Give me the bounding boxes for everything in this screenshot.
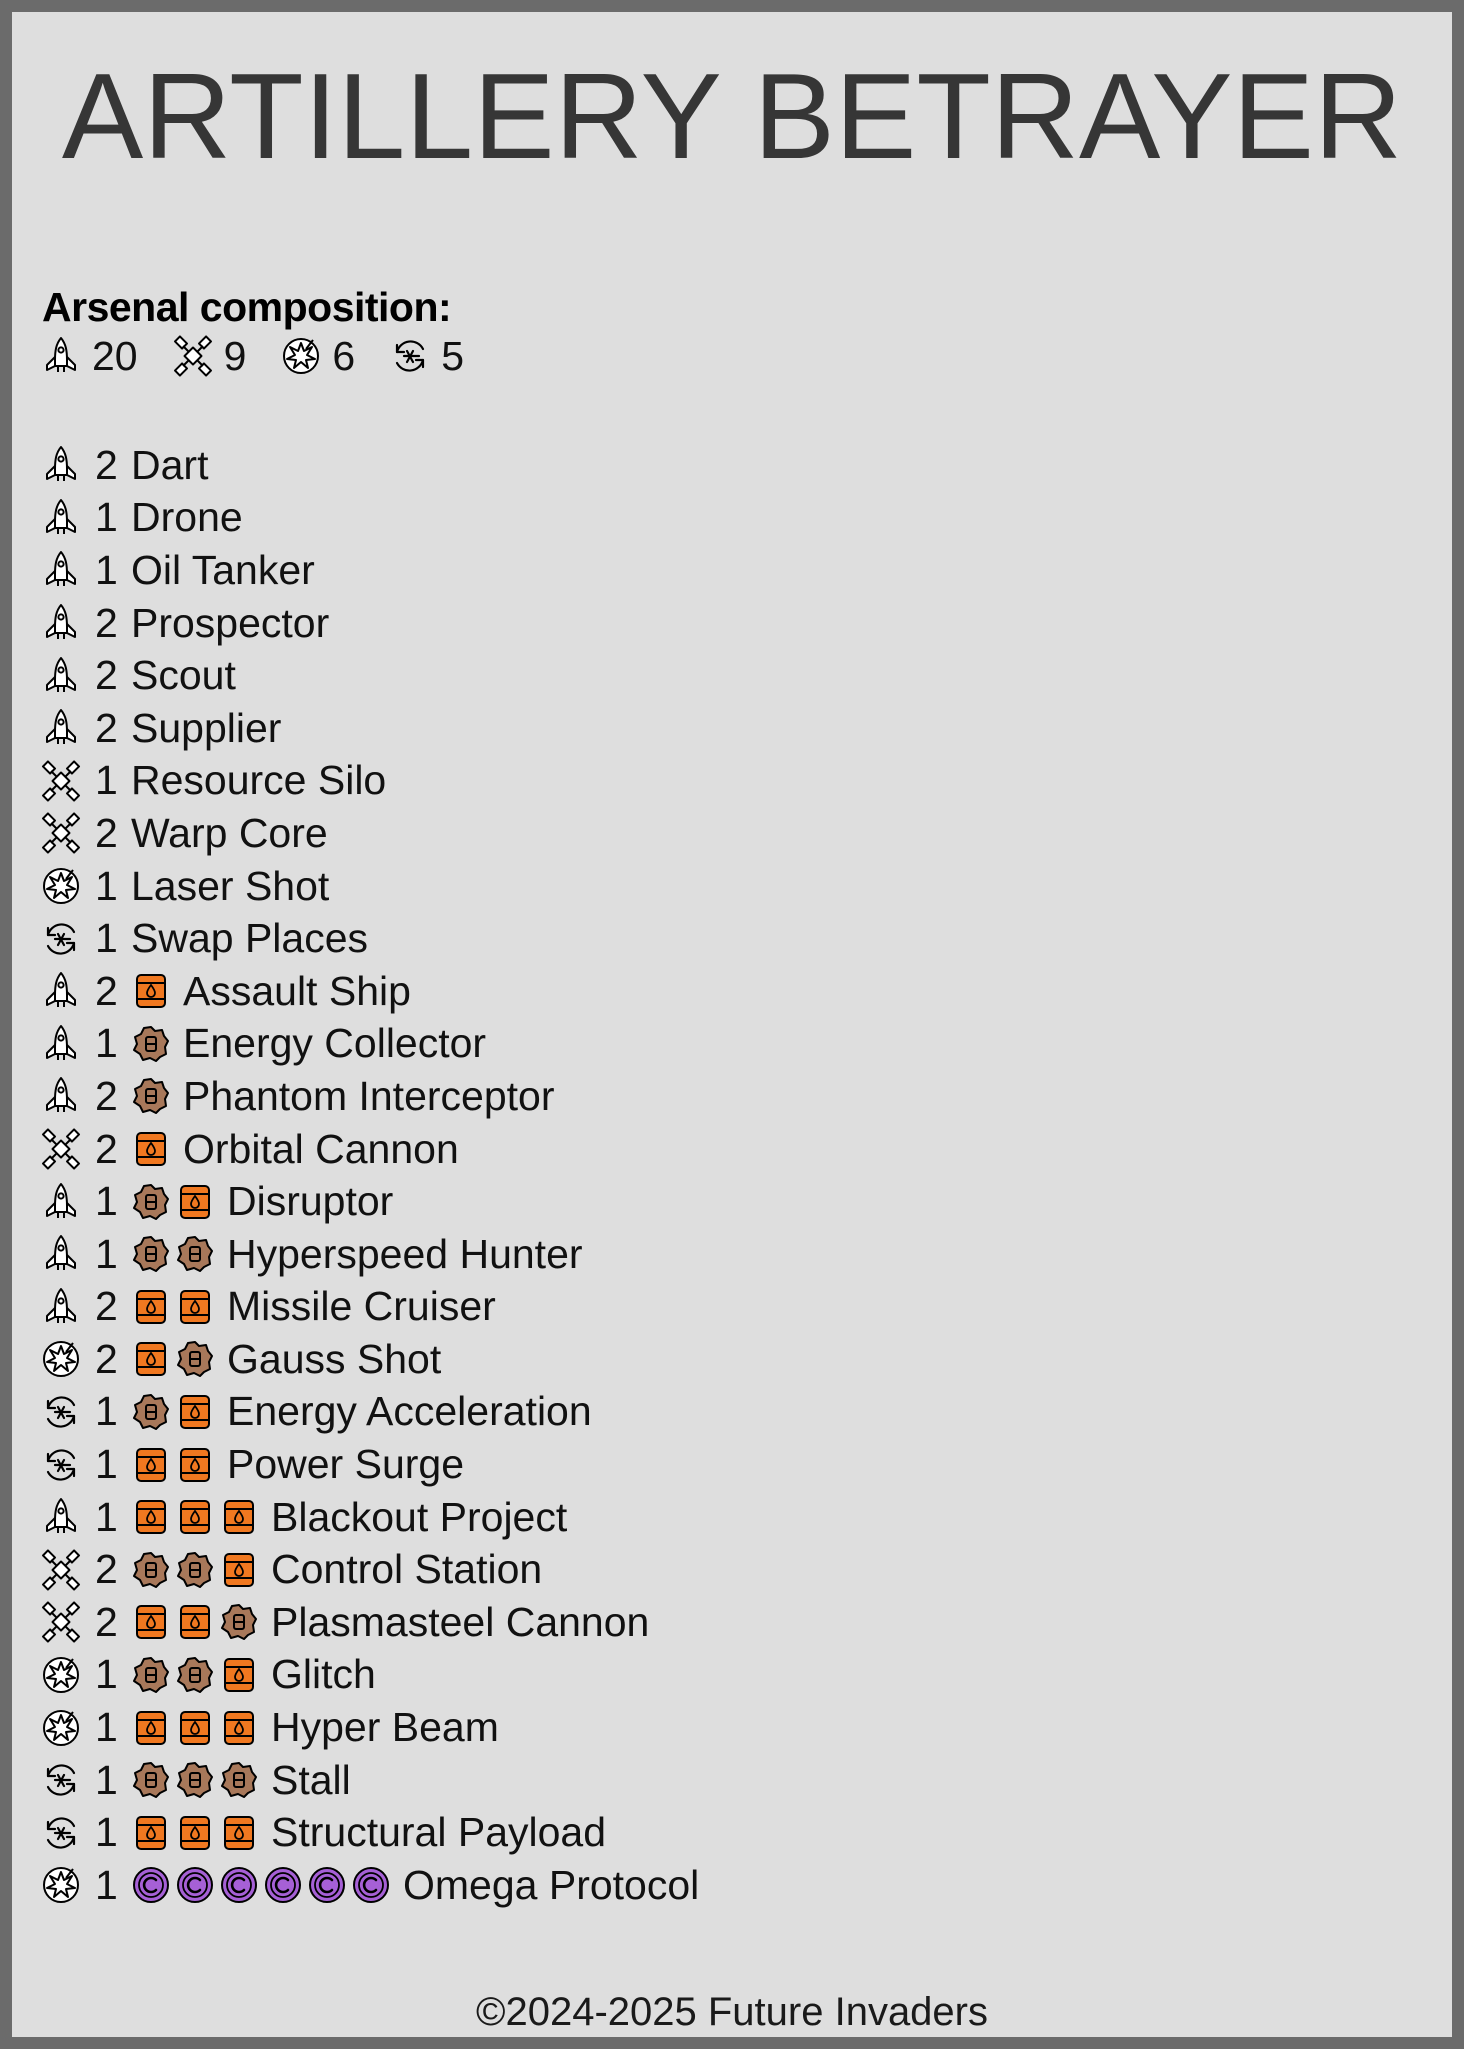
cycle-icon [40, 1759, 82, 1801]
ore-resource-icon [176, 1551, 214, 1589]
card-cost [132, 1340, 220, 1378]
card-row [40, 1175, 699, 1228]
card-cost [132, 1603, 264, 1641]
card-row [40, 1701, 699, 1754]
oil-resource-icon [220, 1656, 258, 1694]
card-cost [132, 1288, 220, 1326]
credit-resource-icon [308, 1866, 346, 1904]
rocket-icon [40, 1286, 82, 1328]
card-quantity: 1 [95, 1230, 118, 1277]
card-row [40, 1754, 699, 1807]
credit-resource-icon [264, 1866, 302, 1904]
card-row [40, 1333, 699, 1386]
card-cost [132, 1498, 264, 1536]
card-name: Dart [131, 441, 209, 488]
ore-resource-icon [176, 1235, 214, 1273]
rocket-icon [40, 1181, 82, 1223]
satellite-icon [40, 812, 82, 854]
ore-resource-icon [132, 1656, 170, 1694]
card-quantity: 1 [95, 862, 118, 909]
card-name: Energy Collector [183, 1020, 487, 1067]
oil-resource-icon [176, 1288, 214, 1326]
credit-resource-icon [352, 1866, 390, 1904]
card-quantity: 1 [95, 1809, 118, 1856]
ore-resource-icon [220, 1761, 258, 1799]
oil-resource-icon [176, 1498, 214, 1536]
card-name: Hyperspeed Hunter [227, 1230, 583, 1277]
card-row [40, 1123, 699, 1176]
card-name: Plasmasteel Cannon [271, 1598, 650, 1645]
composition-count: 6 [332, 332, 356, 379]
card-name: Control Station [271, 1546, 543, 1593]
rocket-icon [40, 1023, 82, 1065]
rocket-icon [40, 602, 82, 644]
oil-resource-icon [220, 1814, 258, 1852]
card-quantity: 1 [95, 1441, 118, 1488]
card-cost [132, 1235, 220, 1273]
card-row [40, 439, 699, 492]
oil-resource-icon [132, 1603, 170, 1641]
composition-count: 9 [223, 332, 247, 379]
ore-resource-icon [176, 1340, 214, 1378]
credit-resource-icon [176, 1866, 214, 1904]
card-quantity: 2 [95, 1335, 118, 1382]
card-row [40, 807, 699, 860]
rocket-icon [40, 549, 82, 591]
card-cost [132, 1446, 220, 1484]
oil-resource-icon [176, 1603, 214, 1641]
rocket-icon [40, 1496, 82, 1538]
card-row [40, 860, 699, 913]
card-cost [132, 972, 176, 1010]
card-cost [132, 1709, 264, 1747]
satellite-icon [40, 1549, 82, 1591]
blast-icon [280, 335, 322, 377]
card-quantity: 1 [95, 915, 118, 962]
rocket-icon [40, 1233, 82, 1275]
cycle-icon [40, 1812, 82, 1854]
rocket-icon [40, 1075, 82, 1117]
card-name: Missile Cruiser [227, 1283, 496, 1330]
rocket-icon [40, 335, 82, 377]
composition-heading: Arsenal composition: [42, 284, 452, 330]
card-row [40, 649, 699, 702]
card-name: Disruptor [227, 1178, 394, 1225]
card-quantity: 2 [95, 1072, 118, 1119]
card-quantity: 2 [95, 599, 118, 646]
oil-resource-icon [220, 1498, 258, 1536]
composition-satellite [172, 333, 247, 380]
card-cost [132, 1183, 220, 1221]
card-name: Oil Tanker [131, 546, 315, 593]
credit-resource-icon [220, 1866, 258, 1904]
composition-summary [40, 330, 498, 382]
oil-resource-icon [132, 1814, 170, 1852]
card-row [40, 965, 699, 1018]
card-name: Orbital Cannon [183, 1125, 459, 1172]
card-quantity: 1 [95, 1651, 118, 1698]
ore-resource-icon [132, 1077, 170, 1115]
oil-resource-icon [132, 972, 170, 1010]
card-name: Assault Ship [183, 967, 411, 1014]
rocket-icon [40, 970, 82, 1012]
card-quantity: 2 [95, 1546, 118, 1593]
card-name: Scout [131, 652, 236, 699]
card-name: Supplier [131, 704, 282, 751]
card-name: Stall [271, 1756, 351, 1803]
card-row [40, 544, 699, 597]
oil-resource-icon [176, 1814, 214, 1852]
card-name: Laser Shot [131, 862, 330, 909]
card-name: Hyper Beam [271, 1704, 499, 1751]
card-row [40, 1281, 699, 1334]
card-name: Blackout Project [271, 1493, 568, 1540]
card-quantity: 2 [95, 441, 118, 488]
oil-resource-icon [220, 1551, 258, 1589]
card-row [40, 912, 699, 965]
card-quantity: 2 [95, 652, 118, 699]
card-cost [132, 1761, 264, 1799]
blast-icon [40, 1338, 82, 1380]
card-cost [132, 1025, 176, 1063]
card-name: Glitch [271, 1651, 376, 1698]
card-row [40, 1070, 699, 1123]
composition-count: 20 [92, 332, 138, 379]
card-quantity: 1 [95, 1388, 118, 1435]
composition-blast [280, 333, 355, 380]
card-cost [132, 1077, 176, 1115]
card-cost [132, 1866, 396, 1904]
card-cost [132, 1393, 220, 1431]
card-quantity: 1 [95, 1861, 118, 1908]
satellite-icon [40, 1128, 82, 1170]
card-cost [132, 1551, 264, 1589]
credit-resource-icon [132, 1866, 170, 1904]
ore-resource-icon [132, 1393, 170, 1431]
card-quantity: 1 [95, 1493, 118, 1540]
copyright-footer: ©2024-2025 Future Invaders [475, 1990, 988, 2034]
card-quantity: 1 [95, 1704, 118, 1751]
oil-resource-icon [176, 1709, 214, 1747]
rocket-icon [40, 655, 82, 697]
card-row [40, 1438, 699, 1491]
card-name: Power Surge [227, 1441, 465, 1488]
card-cost [132, 1656, 264, 1694]
oil-resource-icon [132, 1498, 170, 1536]
satellite-icon [172, 335, 214, 377]
oil-resource-icon [176, 1446, 214, 1484]
rocket-icon [40, 444, 82, 486]
card-quantity: 2 [95, 809, 118, 856]
card-quantity: 2 [95, 1125, 118, 1172]
blast-icon [40, 865, 82, 907]
satellite-icon [40, 760, 82, 802]
ore-resource-icon [132, 1025, 170, 1063]
rocket-icon [40, 707, 82, 749]
card-row [40, 1386, 699, 1439]
card-name: Structural Payload [271, 1809, 607, 1856]
ore-resource-icon [132, 1761, 170, 1799]
oil-resource-icon [132, 1709, 170, 1747]
page-title: ARTILLERY BETRAYER [61, 48, 1403, 184]
satellite-icon [40, 1601, 82, 1643]
rocket-icon [40, 497, 82, 539]
card-name: Swap Places [131, 915, 369, 962]
ore-resource-icon [176, 1761, 214, 1799]
blast-icon [40, 1864, 82, 1906]
card-name: Gauss Shot [227, 1335, 442, 1382]
cycle-icon [40, 1391, 82, 1433]
card-quantity: 1 [95, 494, 118, 541]
ore-resource-icon [132, 1551, 170, 1589]
card-name: Prospector [131, 599, 330, 646]
cycle-icon [40, 1444, 82, 1486]
card-quantity: 2 [95, 704, 118, 751]
card-name: Omega Protocol [403, 1861, 700, 1908]
card-name: Energy Acceleration [227, 1388, 592, 1435]
card-row [40, 597, 699, 650]
blast-icon [40, 1654, 82, 1696]
card-row [40, 1228, 699, 1281]
ore-resource-icon [132, 1183, 170, 1221]
card-row [40, 1859, 699, 1912]
card-quantity: 1 [95, 1756, 118, 1803]
card-row [40, 492, 699, 545]
card-quantity: 1 [95, 546, 118, 593]
card-row [40, 702, 699, 755]
ore-resource-icon [132, 1235, 170, 1273]
oil-resource-icon [176, 1183, 214, 1221]
card-row [40, 1649, 699, 1702]
card-cost [132, 1130, 176, 1168]
card-row [40, 1806, 699, 1859]
card-row [40, 1018, 699, 1071]
ore-resource-icon [220, 1603, 258, 1641]
card-quantity: 2 [95, 1598, 118, 1645]
card-quantity: 1 [95, 1178, 118, 1225]
composition-cycle [389, 333, 464, 380]
card-row [40, 755, 699, 808]
cycle-icon [40, 918, 82, 960]
card-name: Warp Core [131, 809, 328, 856]
card-row [40, 1543, 699, 1596]
oil-resource-icon [132, 1130, 170, 1168]
composition-rocket [40, 333, 138, 380]
card-row [40, 1596, 699, 1649]
composition-count: 5 [441, 332, 465, 379]
card-quantity: 1 [95, 757, 118, 804]
card-cost [132, 1814, 264, 1852]
card-quantity: 2 [95, 1283, 118, 1330]
cycle-icon [389, 335, 431, 377]
oil-resource-icon [176, 1393, 214, 1431]
oil-resource-icon [132, 1288, 170, 1326]
card-name: Drone [131, 494, 243, 541]
card-name: Resource Silo [131, 757, 387, 804]
oil-resource-icon [132, 1340, 170, 1378]
blast-icon [40, 1707, 82, 1749]
card-quantity: 2 [95, 967, 118, 1014]
card-quantity: 1 [95, 1020, 118, 1067]
oil-resource-icon [132, 1446, 170, 1484]
card-list [40, 439, 699, 1912]
oil-resource-icon [220, 1709, 258, 1747]
ore-resource-icon [176, 1656, 214, 1694]
card-name: Phantom Interceptor [183, 1072, 555, 1119]
card-sheet [12, 12, 1452, 2037]
card-row [40, 1491, 699, 1544]
